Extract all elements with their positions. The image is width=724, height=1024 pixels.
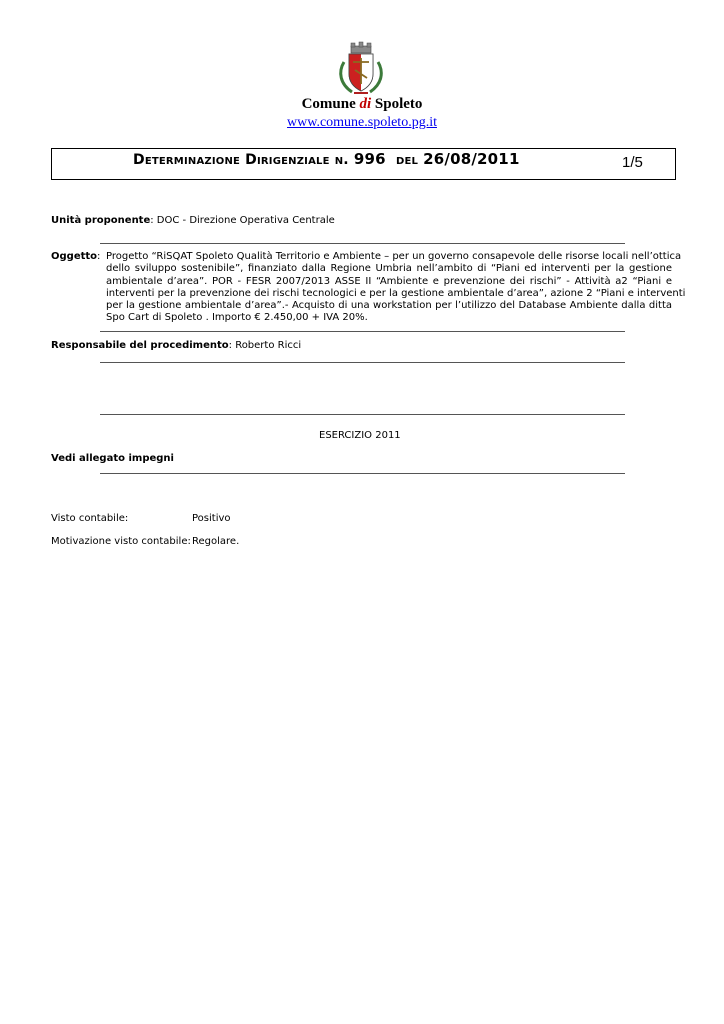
determination-prefix: Determinazione Dirigenziale n. (133, 152, 349, 168)
oggetto-text (106, 251, 686, 325)
oggetto-line: per la gestione ambientale d’area”.- Acquisto di una workstation per l’utilizzo del Database Ambiente dalla ditta (106, 300, 672, 312)
esercizio-label: ESERCIZIO 2011 (319, 430, 401, 441)
municipality-prefix: Comune (301, 96, 356, 112)
responsabile-value: : Roberto Ricci (228, 340, 302, 351)
motivazione-value: Regolare. (192, 536, 240, 547)
determination-title (133, 150, 520, 168)
divider (100, 331, 625, 332)
visto-label: Visto contabile: (51, 513, 129, 524)
oggetto-line: interventi per la prevenzione dei rischi tecnologici e per la gestione ambientale d’area”, azione 2 “Piani e interventi (106, 287, 686, 299)
unita-proponente (51, 215, 335, 227)
visto-value: Positivo (192, 513, 231, 524)
coat-of-arms-logo (332, 40, 390, 98)
unita-value: : DOC - Direzione Operativa Centrale (150, 215, 335, 226)
divider (100, 243, 625, 244)
page-indicator: 1/5 (622, 154, 643, 171)
responsabile (51, 340, 301, 352)
oggetto-label-group (51, 251, 100, 263)
oggetto-label: Oggetto (51, 251, 98, 262)
determination-number: 996 (353, 150, 386, 168)
municipality-name (0, 96, 724, 113)
determination-del: del (395, 152, 419, 168)
municipality-di: di (359, 96, 372, 112)
determination-date: 26/08/2011 (423, 150, 520, 168)
website-link[interactable]: www.comune.spoleto.pg.it (287, 115, 437, 130)
oggetto-line: Progetto “RiSQAT Spoleto Qualità Territorio e Ambiente – per un governo consapevole delle risorse locali nell’ottica (106, 251, 682, 262)
motivazione-label: Motivazione visto contabile: (51, 536, 191, 547)
divider (100, 473, 625, 474)
oggetto-line: dello sviluppo sostenibile”, finanziato dalla Regione Umbria nell’ambito di “Piani ed interventi per la gestione (106, 263, 672, 275)
oggetto-line: ambientale d’area”. POR - FESR 2007/2013 ASSE II “Ambiente e prevenzione dei rischi” - Attività a2 “Piani e (106, 275, 672, 287)
responsabile-label: Responsabile del procedimento (51, 340, 229, 351)
oggetto-separator: : (97, 251, 101, 262)
unita-label: Unità proponente (51, 215, 151, 226)
municipality-city: Spoleto (374, 96, 423, 112)
impegni-label: Vedi allegato impegni (51, 453, 174, 464)
oggetto-line: Spo Cart di Spoleto . Importo € 2.450,00 + IVA 20%. (106, 312, 368, 324)
divider (100, 414, 625, 415)
divider (100, 362, 625, 363)
